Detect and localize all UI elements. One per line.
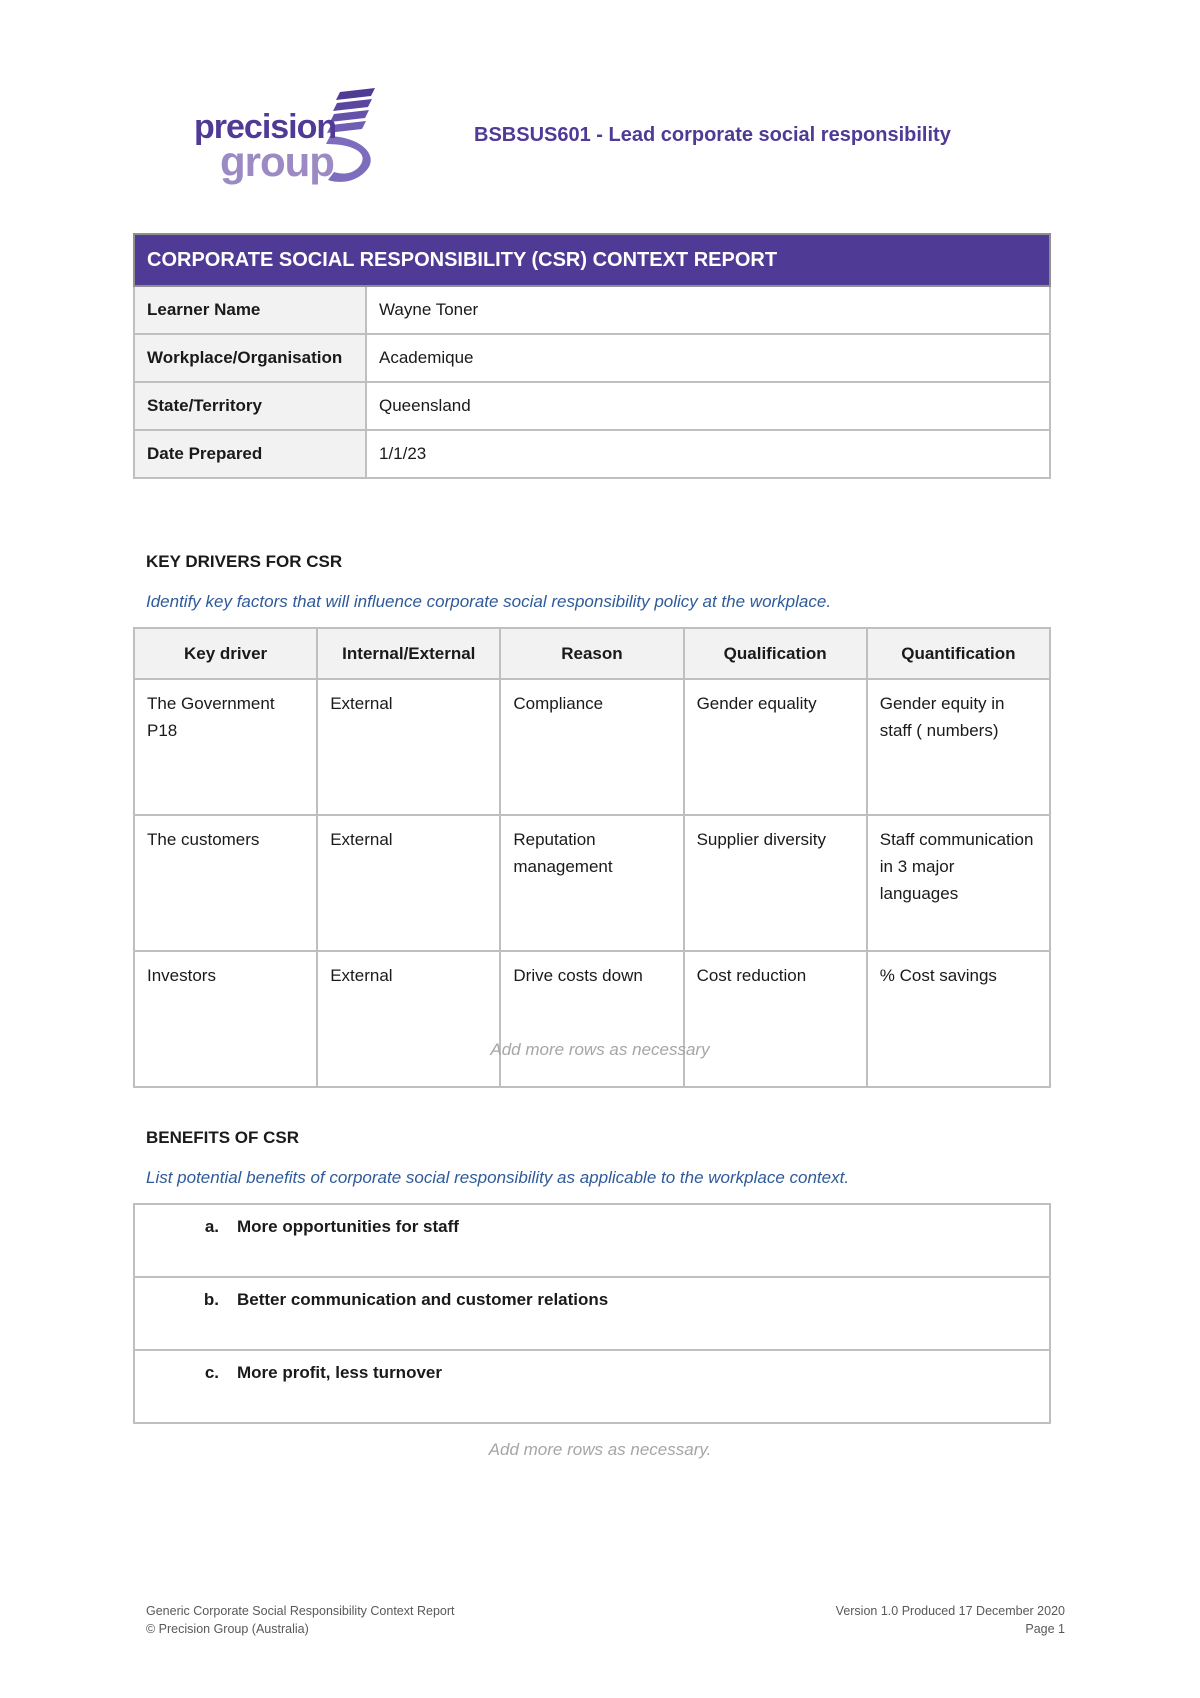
benefit-text: More opportunities for staff [237, 1217, 459, 1236]
list-item [134, 1204, 1050, 1277]
table-cell[interactable]: Staff communication in 3 major languages [867, 815, 1050, 951]
field-label: Learner Name [134, 286, 366, 334]
date-prepared-value[interactable]: 1/1/23 [366, 430, 1050, 478]
benefit-cell[interactable] [134, 1204, 1050, 1277]
key-drivers-heading: KEY DRIVERS FOR CSR [146, 552, 343, 571]
document-title: BSBSUS601 - Lead corporate social responsibility [474, 124, 951, 146]
table-row [134, 815, 1050, 951]
logo-word-precision: precision [194, 108, 337, 146]
field-label: Date Prepared [134, 430, 366, 478]
footer-left [146, 1602, 454, 1638]
footer-right [836, 1602, 1065, 1638]
benefit-letter: c. [204, 1363, 219, 1382]
benefit-cell[interactable] [134, 1277, 1050, 1350]
info-row-workplace [134, 334, 1050, 382]
add-rows-note: Add more rows as necessary. [488, 1440, 712, 1459]
table-row [134, 951, 1050, 1087]
report-banner-row [134, 234, 1050, 286]
info-row-learner-name [134, 286, 1050, 334]
table-cell[interactable]: % Cost savings [867, 951, 1050, 1087]
footer-report-name: Generic Corporate Social Responsibility Context Report [146, 1604, 455, 1618]
workplace-value[interactable]: Academique [366, 334, 1050, 382]
add-rows-note: Add more rows as necessary [490, 1040, 710, 1059]
column-header-reason: Reason [500, 628, 683, 679]
key-drivers-table [133, 627, 1051, 1088]
info-row-date [134, 430, 1050, 478]
footer-version: Version 1.0 Produced 17 December 2020 [835, 1604, 1065, 1618]
table-cell[interactable]: Reputation management [500, 815, 683, 951]
table-row [134, 679, 1050, 815]
table-cell[interactable]: Compliance [500, 679, 683, 815]
info-row-state [134, 382, 1050, 430]
precision-group-logo [190, 88, 380, 192]
key-drivers-instruction: Identify key factors that will influence corporate social responsibility policy at the workplace. [146, 592, 832, 611]
learner-info-table [133, 233, 1051, 479]
field-label: Workplace/Organisation [134, 334, 366, 382]
benefit-letter: a. [204, 1217, 219, 1236]
table-cell[interactable]: Drive costs down [500, 951, 683, 1087]
column-header-internal-external: Internal/External [317, 628, 500, 679]
table-cell[interactable]: Investors [134, 951, 317, 1087]
logo-word-group: group [220, 138, 334, 185]
table-cell[interactable]: External [317, 679, 500, 815]
learner-name-value[interactable]: Wayne Toner [366, 286, 1050, 334]
benefit-cell[interactable] [134, 1350, 1050, 1423]
table-cell[interactable]: Supplier diversity [684, 815, 867, 951]
benefit-text: Better communication and customer relations [237, 1290, 609, 1309]
table-cell[interactable]: External [317, 815, 500, 951]
report-banner: CORPORATE SOCIAL RESPONSIBILITY (CSR) CONTEXT REPORT [134, 234, 1050, 286]
column-header-quantification: Quantification [867, 628, 1050, 679]
list-item [134, 1350, 1050, 1423]
table-cell[interactable]: The Government P18 [134, 679, 317, 815]
benefits-table [133, 1203, 1051, 1424]
field-label: State/Territory [134, 382, 366, 430]
benefits-heading: BENEFITS OF CSR [146, 1128, 300, 1147]
state-value[interactable]: Queensland [366, 382, 1050, 430]
table-cell[interactable]: Gender equality [684, 679, 867, 815]
column-header-qualification: Qualification [684, 628, 867, 679]
table-cell[interactable]: The customers [134, 815, 317, 951]
table-cell[interactable]: Cost reduction [684, 951, 867, 1087]
column-header-key-driver: Key driver [134, 628, 317, 679]
benefits-instruction: List potential benefits of corporate social responsibility as applicable to the workplace context. [146, 1168, 850, 1187]
table-cell[interactable]: Gender equity in staff ( numbers) [867, 679, 1050, 815]
benefit-text: More profit, less turnover [237, 1363, 442, 1382]
footer-page-number: Page 1 [1025, 1622, 1065, 1637]
table-cell[interactable]: External [317, 951, 500, 1087]
list-item [134, 1277, 1050, 1350]
table-header-row [134, 628, 1050, 679]
footer-copyright: © Precision Group (Australia) [146, 1622, 309, 1637]
benefit-letter: b. [203, 1290, 219, 1309]
